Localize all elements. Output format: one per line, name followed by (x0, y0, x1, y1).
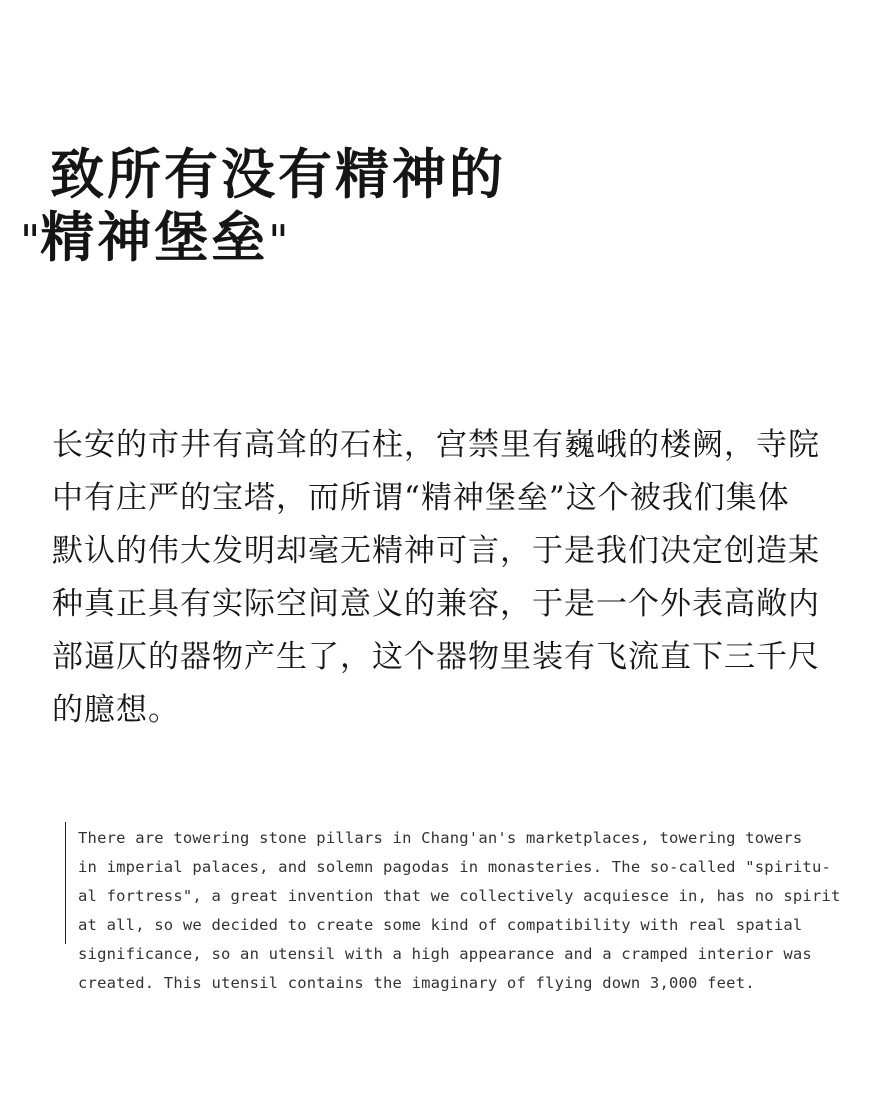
english-paragraph-line: significance, so an utensil with a high appearance and a cramped interior was (78, 945, 812, 963)
chinese-paragraph-line: 默认的伟大发明却毫无精神可言，于是我们决定创造某 (52, 533, 820, 569)
chinese-paragraph-line: 种真正具有实际空间意义的兼容，于是一个外表高敞内 (52, 586, 820, 622)
english-paragraph-line: There are towering stone pillars in Chang'an's marketplaces, towering towers (78, 829, 803, 847)
title-quoted-text: 精神堡垒 (40, 205, 269, 269)
english-paragraph-line: in imperial palaces, and solemn pagodas in monasteries. The so-called "spiritu- (78, 858, 832, 876)
english-paragraph (78, 824, 841, 998)
english-paragraph-line: al fortress", a great invention that we collectively acquiesce in, has no spirit (78, 887, 841, 905)
chinese-paragraph-line: 长安的市井有高耸的石柱，宫禁里有巍峨的楼阙，寺院 (52, 427, 820, 463)
title-open-quote: " (20, 216, 41, 267)
title-close-quote: " (268, 216, 289, 267)
page-title-line-2 (20, 205, 289, 274)
chinese-paragraph (52, 419, 842, 737)
chinese-paragraph-line: 的臆想。 (52, 692, 180, 728)
quote-divider-bar (65, 822, 66, 944)
chinese-paragraph-line: 部逼仄的器物产生了，这个器物里装有飞流直下三千尺 (52, 639, 820, 675)
page-title-line-1: 致所有没有精神的 (50, 142, 506, 206)
english-paragraph-line: created. This utensil contains the imaginary of flying down 3,000 feet. (78, 974, 755, 992)
english-paragraph-line: at all, so we decided to create some kind of compatibility with real spatial (78, 916, 803, 934)
chinese-paragraph-line: 中有庄严的宝塔，而所谓“精神堡垒”这个被我们集体 (52, 480, 790, 516)
